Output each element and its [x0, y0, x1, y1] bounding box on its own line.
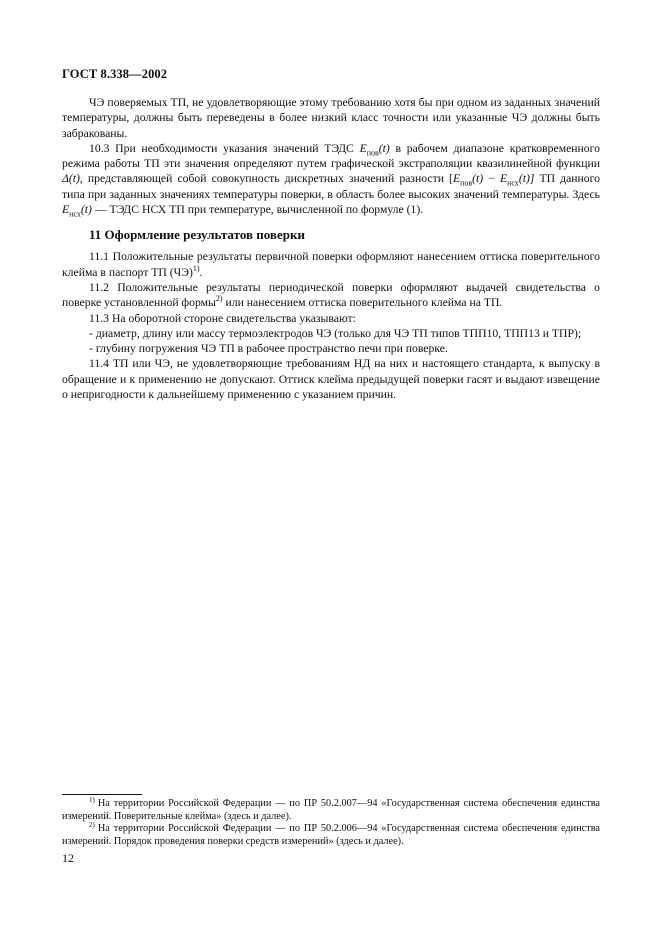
- document-header: ГОСТ 8.338—2002: [62, 67, 168, 81]
- paragraph-10-3: 10.3 При необходимости указания значений ТЭДС $E_{пов}(t)$ в рабочем диапазоне кратковременного режима работы ТП эти значения определяют путем графической экстраполяции квазилинейной функции Δ(t), представляющей собой совокупность дискретных значений разности $[E_{пов}(t) - E_{нсх}(t)]$ ТП данного типа при заданных значениях температуры поверки, в область более высоких значений температуры. Здесь $E_{нсх}(t)$ — ТЭДС НСХ ТП при температуре, вычисленной по формуле (1).: [62, 141, 600, 219]
- list-item: - диаметр, длину или массу термоэлектродов ЧЭ (только для ЧЭ ТП типов ТПП10, ТПП13 и ТПР);: [89, 326, 582, 340]
- section-heading: 11 Оформление результатов поверки: [89, 227, 305, 243]
- paragraph-che-rejection: ЧЭ поверяемых ТП, не удовлетворяющие этому требованию хотя бы при одном из заданных значений температуры, должны быть переведены в более низкий класс точности или указанные ЧЭ должны быть забракованы.: [62, 96, 600, 140]
- paragraph-11-4: 11.4 ТП или ЧЭ, не удовлетворяющие требованиям НД на них и настоящего стандарта, к выпуску в обращение и к применению не допускают. Оттиск клейма предыдущей поверки гасят и выдают извещение о непригодности к дальнейшему применению с указанием причин.: [62, 357, 600, 402]
- paragraph-11-3: 11.3 На оборотной стороне свидетельства указывают:: [89, 311, 356, 325]
- footnote-ref-2: 2): [215, 294, 223, 304]
- paragraph-11-1: 11.1 Положительные результаты первичной поверки оформляют нанесением оттиска поверительного клейма в паспорт ТП (ЧЭ)$^{1)}$.: [62, 250, 600, 279]
- list-item: - глубину погружения ЧЭ ТП в рабочее пространство печи при поверке.: [89, 342, 448, 356]
- document-body: [62, 95, 600, 402]
- paragraph-11-2: 11.2 Положительные результаты периодической поверки оформляют выдачей свидетельства о поверке установленной формы$^{2)}$ или нанесением оттиска поверительного клейма на ТП.: [62, 280, 600, 310]
- footnotes: [62, 795, 600, 848]
- footnote-2: $^{2)}$ На территории Российской Федерации — по ПР 50.2.006—94 «Государственная система обеспечения единства измерений. Порядок проведения поверки средств измерений» (здесь и далее).: [62, 820, 600, 847]
- footnote-1: $^{1)}$ На территории Российской Федерации — по ПР 50.2.007—94 «Государственная система обеспечения единства измерений. Поверительные клейма» (здесь и далее).: [62, 795, 600, 822]
- footnote-ref-1: 1): [192, 263, 200, 273]
- page-number: 12: [62, 851, 74, 865]
- footnote-divider: [62, 794, 142, 795]
